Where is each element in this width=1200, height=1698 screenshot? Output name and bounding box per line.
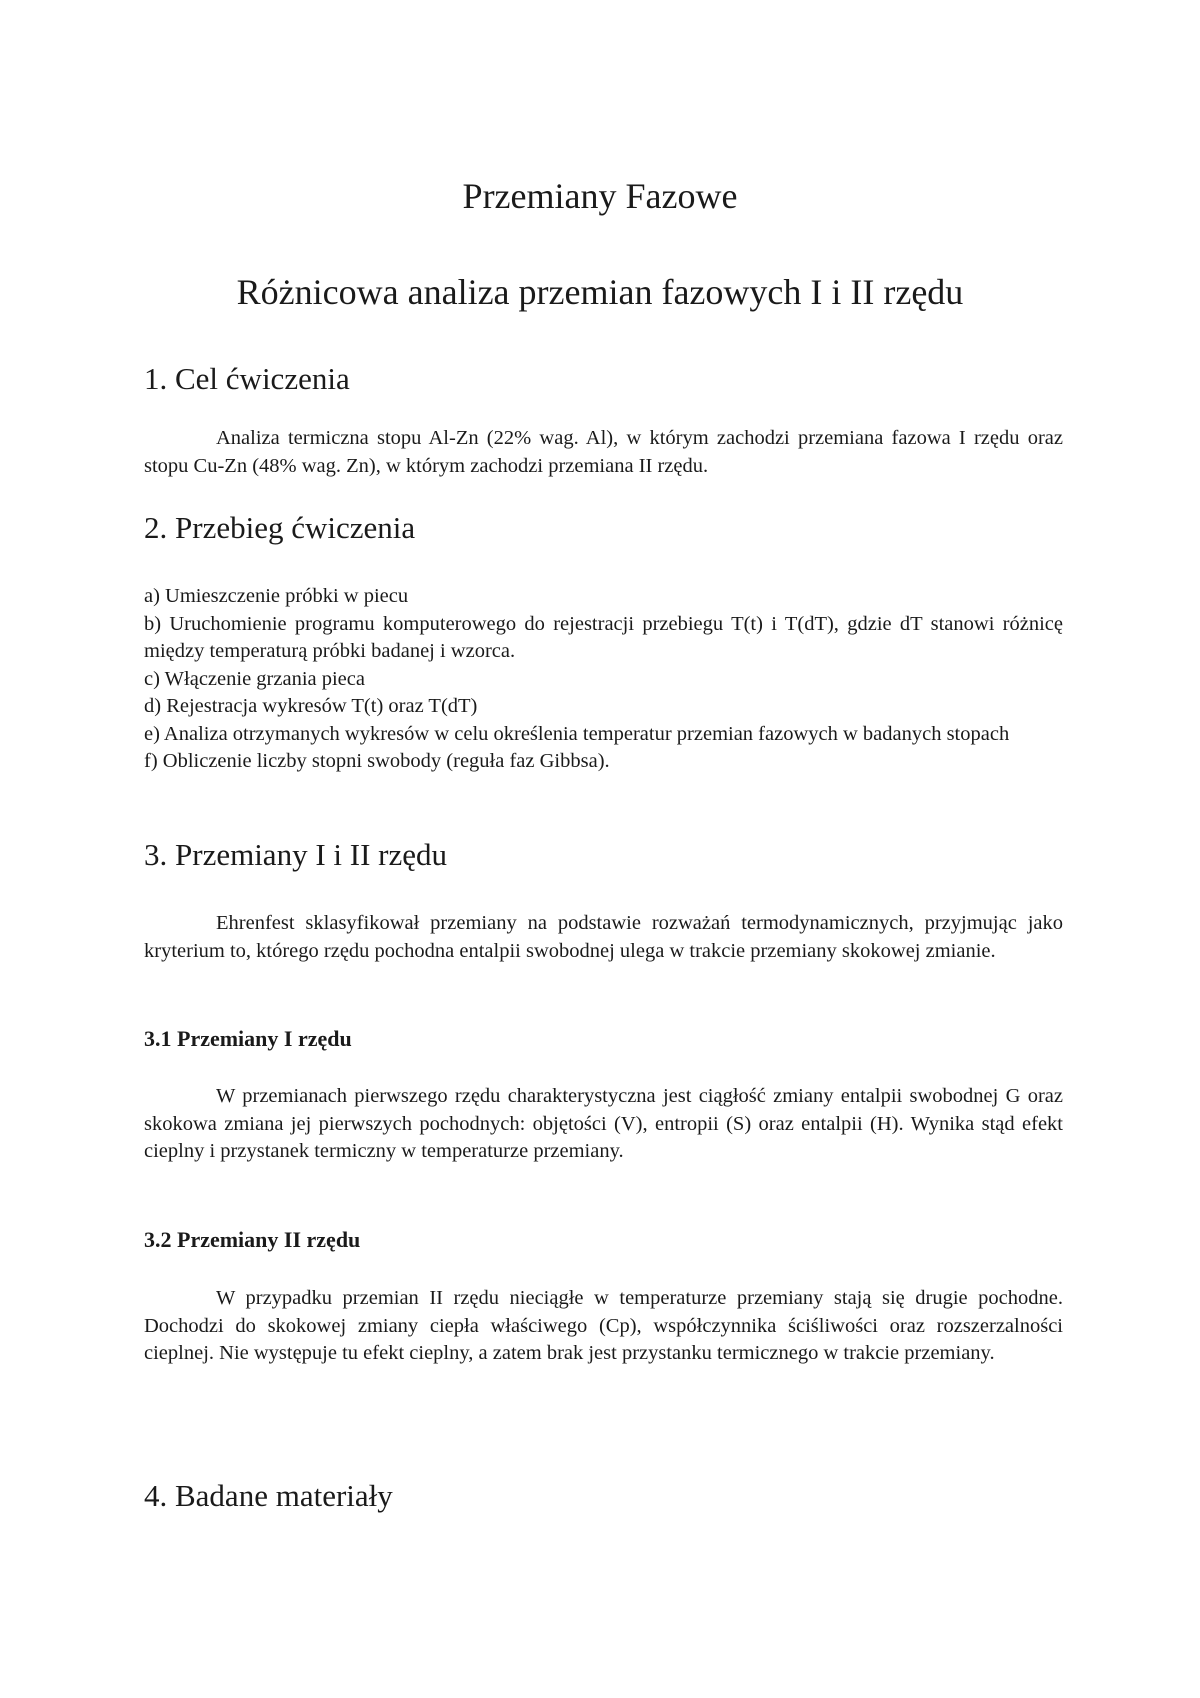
- subsection-3-1-heading: 3.1 Przemiany I rzędu: [144, 1026, 352, 1051]
- procedure-list: [144, 583, 1063, 776]
- section-1-heading: 1. Cel ćwiczenia: [144, 361, 350, 396]
- subsection-3-2-heading: 3.2 Przemiany II rzędu: [144, 1227, 361, 1252]
- list-item: c) Włączenie grzania pieca: [144, 667, 365, 690]
- list-item: d) Rejestracja wykresów T(t) oraz T(dT): [144, 695, 478, 717]
- document-title: Przemiany Fazowe: [462, 176, 738, 216]
- subsection-3-2-paragraph: W przypadku przemian II rzędu nieciągłe w temperaturze przemiany stają się drugie pochodne. Dochodzi do skokowej zmiany ciepła właściwego (Cp), współczynnika ściśliwości oraz rozszerzalności cieplnej. Nie występuje tu efekt cieplny, a zatem brak jest przystanku termicznego w trakcie przemiany.: [144, 1287, 1063, 1364]
- document-subtitle: Różnicowa analiza przemian fazowych I i II rzędu: [236, 272, 964, 312]
- section-4-heading: 4. Badane materiały: [144, 1478, 393, 1513]
- section-1-paragraph: Analiza termiczna stopu Al-Zn (22% wag. Al), w którym zachodzi przemiana fazowa I rzędu oraz stopu Cu-Zn (48% wag. Zn), w którym zachodzi przemiana II rzędu.: [144, 427, 1063, 477]
- list-item: b) Uruchomienie programu komputerowego do rejestracji przebiegu T(t) i T(dT), gdzie dT stanowi różnicę między temperaturą próbki badanej i wzorca.: [144, 612, 1063, 662]
- section-2-heading: 2. Przebieg ćwiczenia: [144, 510, 416, 545]
- list-item: e) Analiza otrzymanych wykresów w celu określenia temperatur przemian fazowych w badanych stopach: [144, 722, 1010, 745]
- list-item: a) Umieszczenie próbki w piecu: [144, 585, 409, 607]
- list-item: f) Obliczenie liczby stopni swobody (reguła faz Gibbsa).: [144, 750, 610, 772]
- subsection-3-1-paragraph: W przemianach pierwszego rzędu charakterystyczna jest ciągłość zmiany entalpii swobodnej G oraz skokowa zmiana jej pierwszych pochodnych: objętości (V), entropii (S) oraz entalpii (H). Wynika stąd efekt cieplny i przystanek termiczny w temperaturze przemiany.: [144, 1085, 1063, 1162]
- section-3-paragraph: Ehrenfest sklasyfikował przemiany na podstawie rozważań termodynamicznych, przyjmując jako kryterium to, którego rzędu pochodna entalpii swobodnej ulega w trakcie przemiany skokowej zmianie.: [144, 912, 1063, 962]
- section-3-heading: 3. Przemiany I i II rzędu: [144, 837, 447, 872]
